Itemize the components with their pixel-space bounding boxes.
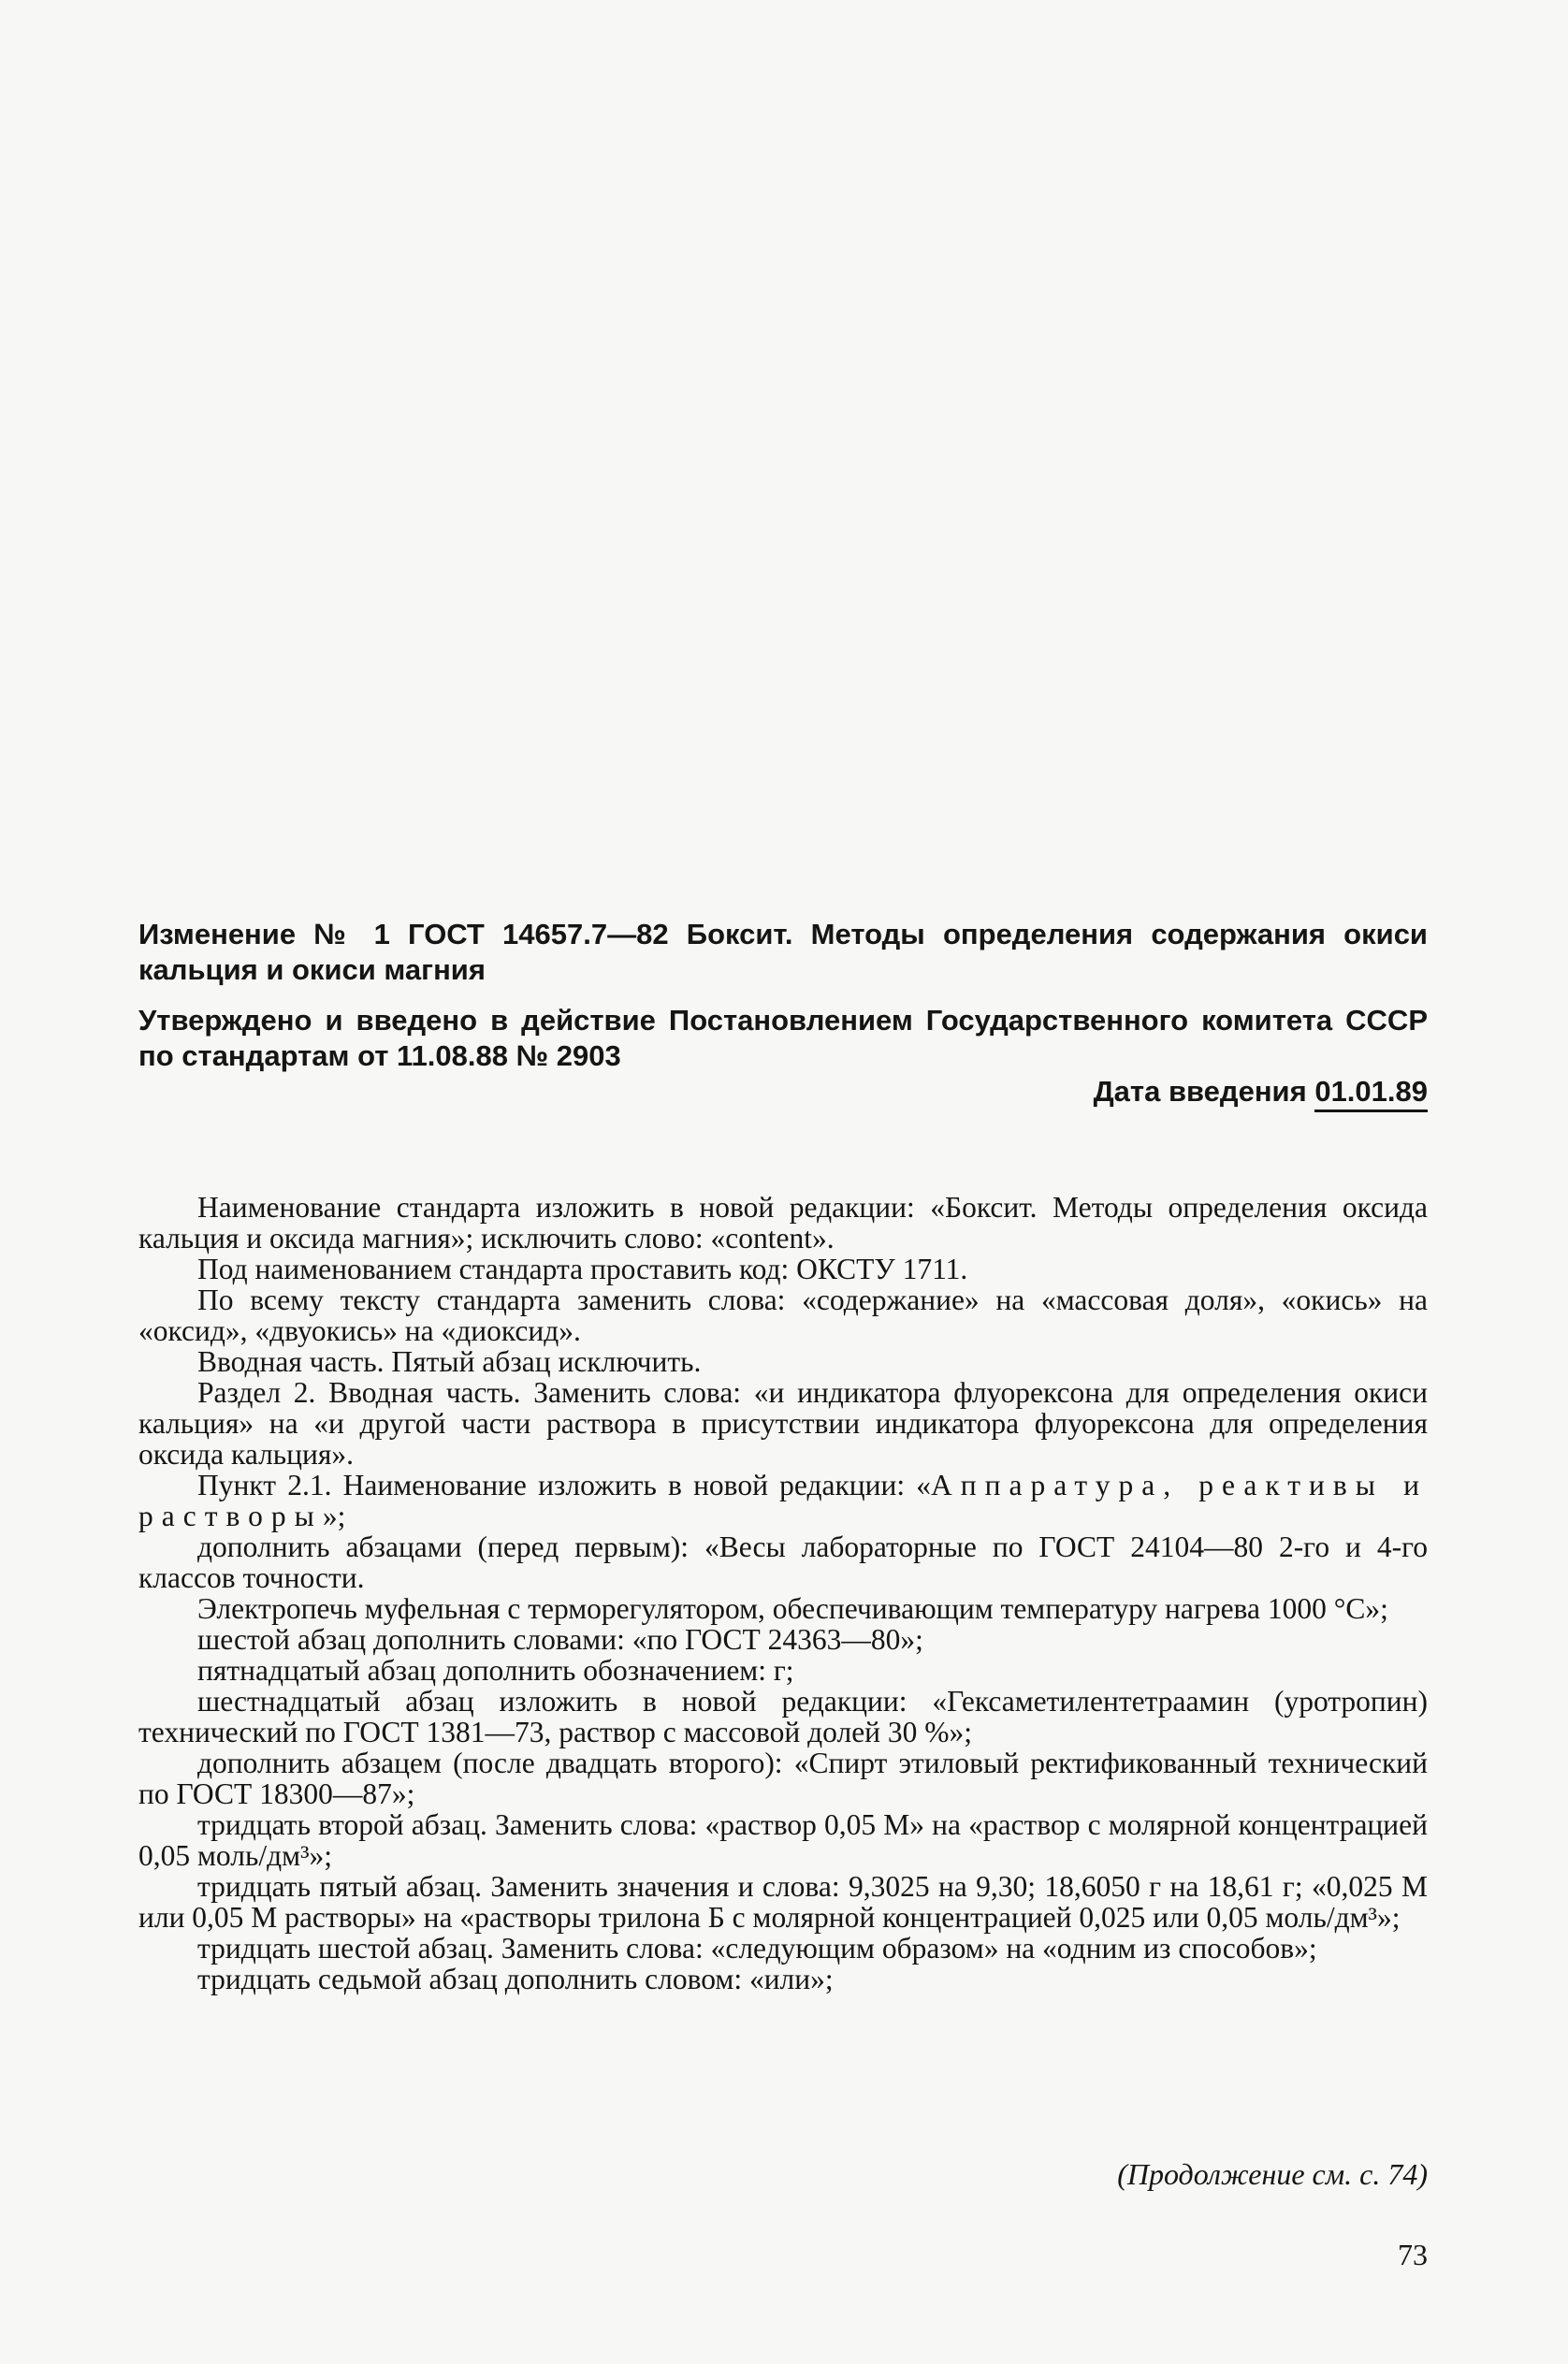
page-number: 73 bbox=[1398, 2238, 1428, 2271]
paragraph: пятнадцатый абзац дополнить обозначением: г; bbox=[197, 1654, 794, 1687]
document-body bbox=[138, 1192, 1428, 1994]
approval-statement: Утверждено и введено в действие Постановлением Государственного комитета СССР по стандартам от 11.08.88 № 2903 bbox=[138, 1004, 1428, 1072]
paragraph: шестнадцатый абзац изложить в новой редакции: «Гексаметилентетраамин (уротропин) технический по ГОСТ 1381—73, раствор с массовой долей 30 %»; bbox=[138, 1685, 1428, 1748]
paragraph: тридцать второй абзац. Заменить слова: «раствор 0,05 М» на «раствор с молярной концентрацией 0,05 моль/дм³»; bbox=[138, 1808, 1428, 1872]
paragraph: Электропечь муфельная с терморегулятором, обеспечивающим температуру нагрева 1000 °С»; bbox=[197, 1592, 1388, 1625]
paragraph-part: Пункт 2.1. Наименование изложить в новой редакции: « bbox=[197, 1469, 932, 1501]
spaced-heading-text: Аппаратура, реактивы и растворы bbox=[138, 1469, 1428, 1532]
paragraph: тридцать седьмой абзац дополнить словом: «или»; bbox=[197, 1963, 834, 1995]
paragraph: Вводная часть. Пятый абзац исключить. bbox=[197, 1345, 702, 1378]
paragraph-part: »; bbox=[322, 1500, 346, 1532]
effective-date-value: 01.01.89 bbox=[1314, 1075, 1428, 1112]
continuation-note: (Продолжение см. с. 74) bbox=[1117, 2157, 1428, 2191]
effective-date bbox=[1094, 1074, 1428, 1109]
effective-date-label: Дата введения bbox=[1093, 1075, 1307, 1108]
paragraph: шестой абзац дополнить словами: «по ГОСТ 24363—80»; bbox=[197, 1623, 923, 1656]
paragraph: тридцать шестой абзац. Заменить слова: «следующим образом» на «одним из способов»; bbox=[197, 1932, 1317, 1965]
paragraph: Наименование стандарта изложить в новой редакции: «Боксит. Методы определения оксида кальция и оксида магния»; исключить слово: «content». bbox=[138, 1191, 1428, 1255]
paragraph: Раздел 2. Вводная часть. Заменить слова: «и индикатора флуорексона для определения окиси кальция» на «и другой части раствора в присутствии индикатора флуорексона для определения оксида кальция». bbox=[138, 1376, 1428, 1471]
paragraph: дополнить абзацами (перед первым): «Весы лабораторные по ГОСТ 24104—80 2-го и 4-го классов точности. bbox=[138, 1530, 1428, 1594]
paragraph bbox=[138, 1470, 1428, 1531]
paragraph: По всему тексту стандарта заменить слова: «содержание» на «массовая доля», «окись» на «оксид», «двуокись» на «диоксид». bbox=[138, 1284, 1428, 1347]
document-header bbox=[138, 917, 1428, 1074]
paragraph: дополнить абзацем (после двадцать второго): «Спирт этиловый ректификованный технический по ГОСТ 18300—87»; bbox=[138, 1747, 1428, 1810]
paragraph: тридцать пятый абзац. Заменить значения и слова: 9,3025 на 9,30; 18,6050 г на 18,61 г; «0,025 М или 0,05 М растворы» на «растворы трилона Б с молярной концентрацией 0,025 или 0,05 моль/дм³»; bbox=[138, 1870, 1428, 1934]
paragraph: Под наименованием стандарта проставить код: ОКСТУ 1711. bbox=[197, 1253, 968, 1285]
amendment-title: Изменение № 1 ГОСТ 14657.7—82 Боксит. Методы определения содержания окиси кальция и окиси магния bbox=[138, 918, 1428, 986]
